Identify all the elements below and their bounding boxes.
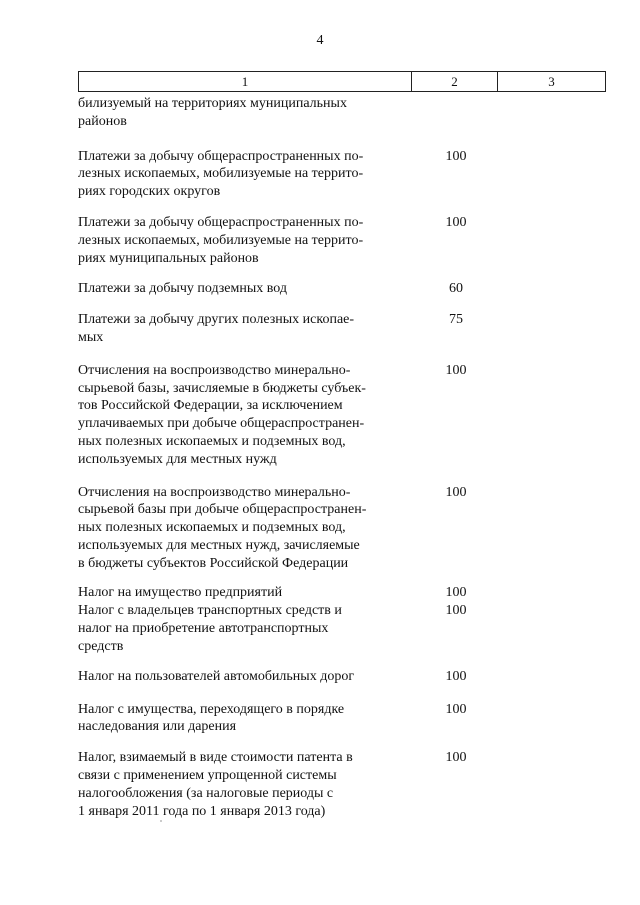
row-value: 100 [445,750,467,766]
row-description: Платежи за добычу общераспространенных по- лезных ископаемых, мобилизуемые на террито- риях городских округов [78,148,364,200]
table-row [78,148,606,201]
row-value: 75 [449,312,463,328]
row-value: 100 [445,701,467,717]
table-row [78,362,606,469]
column-3-header: 3 [548,73,555,89]
row-description: Отчисления на воспроизводство минерально- сырьевой базы при добыче общераспространен- ных полезных ископаемых и подземных вод, используемых для местных нужд, зачисляемые в бюджеты субъектов Российской Федерации [78,484,367,571]
table-column-header [78,71,606,92]
table-row [78,280,606,298]
scan-speck [160,820,162,822]
row-description: билизуемый на территориях муниципальных районов [78,96,347,129]
page-number: 4 [316,33,324,48]
row-value: 100 [445,603,467,619]
table-row [78,749,606,820]
table-row [78,484,606,573]
row-description: Отчисления на воспроизводство минерально- сырьевой базы, зачисляемые в бюджеты субъек- тов Российской Федерации, за исключением уплачиваемых при добыче общераспространен- ных полезных ископаемых и подземных вод, используемых для местных нужд [78,362,366,467]
row-value: 100 [445,214,467,230]
row-value: 100 [445,584,467,600]
table-row [78,311,606,347]
row-description: Налог на пользователей автомобильных дорог [78,668,355,684]
row-description: Налог на имущество предприятий [78,584,283,600]
table-row [78,701,606,737]
column-1-header: 1 [79,72,412,91]
row-value: 100 [445,362,467,378]
row-description: Платежи за добычу подземных вод [78,281,288,297]
row-description: Налог, взимаемый в виде стоимости патента в связи с применением упрощенной системы налогообложения (за налоговые периоды с 1 января 2011 года по 1 января 2013 года) [78,750,353,819]
table-row [78,602,606,655]
row-description: Платежи за добычу общераспространенных по- лезных ископаемых, мобилизуемые на террито- риях муниципальных районов [78,214,364,266]
row-value: 100 [445,484,467,500]
row-description: Налог с владельцев транспортных средств и налог на приобретение автотранспортных средств [78,603,342,654]
table-row [78,668,606,686]
row-description: Платежи за добычу других полезных ископае- мых [78,312,355,345]
row-value: 100 [445,668,467,684]
row-value: 100 [445,148,467,164]
table-row [78,584,606,602]
table-row [78,95,606,131]
table-row [78,214,606,267]
row-description: Налог с имущества, переходящего в порядке наследования или дарения [78,701,345,735]
row-value: 60 [449,281,463,297]
table-body [78,95,606,820]
column-2-header: 2 [412,72,498,91]
